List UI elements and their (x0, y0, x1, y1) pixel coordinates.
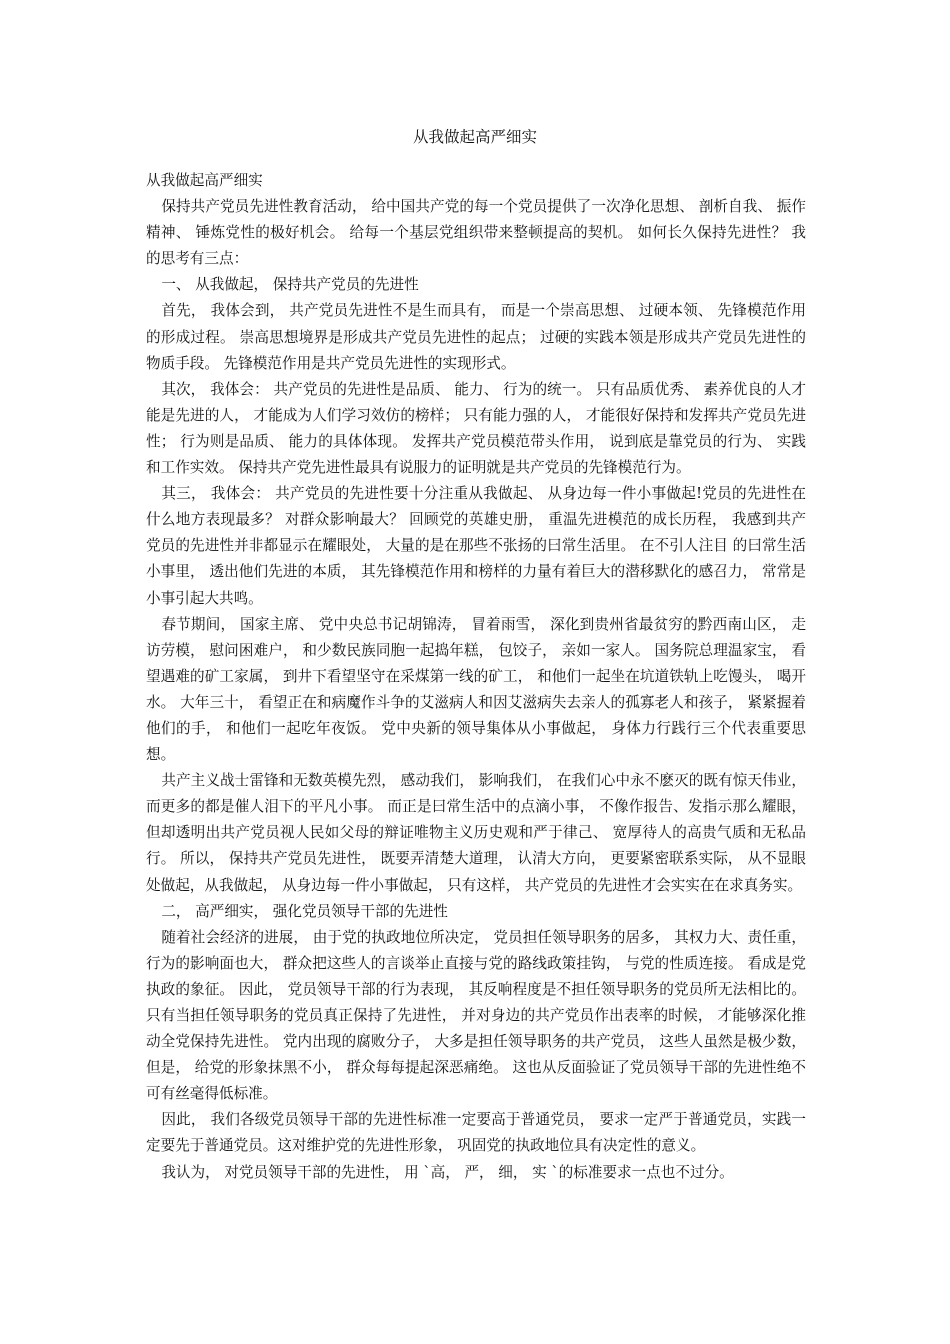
paragraph-leadership: 随着社会经济的进展， 由于党的执政地位所决定， 党员担任领导职务的居多， 其权力大、责任重， 行为的影响面也大， 群众把这些人的言谈举止直接与党的路线政策挂钩， 与党的性质连接。 看成是党执政的象征。 因此， 党员领导干部的行为表现， 其反响程度是不担任领导职务的党员所无法相比的。 只有当担任领导职务的党员真正保持了先进性， 并对身边的共产党员作出表率的时候， 才能够深化推动全党保持先进性。 党内出现的腐败分子， 大多是担任领导职务的共产党员， 这些人虽然是极少数， 但是， 给党的形象抹黑不小， 群众每每提起深恶痛绝。 这也从反面验证了党员领导干部的先进性绝不可有丝毫得低标准。 (146, 928, 806, 1103)
section-heading-2: 二， 高严细实， 强化党员领导干部的先进性 (161, 902, 448, 920)
intro-paragraph: 保持共产党员先进性教育活动， 给中国共产党的每一个党员提供了一次净化思想、 剖析自我、 振作精神、 锤炼党性的极好机会。 给每一个基层党组织带来整顿提高的契机。 如何长久保持先进性？ 我的思考有三点： (146, 198, 806, 268)
section-heading-1: 一、 从我做起， 保持共产党员的先进性 (161, 276, 419, 294)
paragraph-first: 首先， 我体会到， 共产党员先进性不是生而具有， 而是一个崇高思想、 过硬本领、 先锋模范作用的形成过程。 崇高思想境界是形成共产党员先进性的起点； 过硬的实践本领是形成共产党员先进性的物质手段。 先锋模范作用是共产党员先进性的实现形式。 (146, 302, 806, 372)
paragraph-conclusion: 我认为， 对党员领导干部的先进性， 用 `高， 严， 细， 实 `的标准要求一点也不过分。 (161, 1163, 734, 1181)
paragraph-second: 其次， 我体会： 共产党员的先进性是品质、 能力、 行为的统一。 只有品质优秀、 素养优良的人才能是先进的人， 才能成为人们学习效仿的榜样； 只有能力强的人， 才能很好保持和发挥共产党员先进性； 行为则是品质、 能力的具体体现。 发挥共产党员模范带头作用， 说到底是靠党员的行为、 实践和工作实效。 保持共产党先进性最具有说服力的证明就是共产党员的先锋模范行为。 (146, 380, 806, 477)
paragraph-lei-feng: 共产主义战士雷锋和无数英模先烈， 感动我们， 影响我们， 在我们心中永不麽灭的既有惊天伟业， 而更多的都是催人泪下的平凡小事。 而正是曰常生活中的点滴小事， 不像作报告、发指示那么耀眼， 但却透明出共产党员视人民如父母的辩证唯物主义历史观和严于律己、 宽厚待人的高贵气质和无私品行。 所以， 保持共产党员先进性， 既要弄清楚大道理， 认清大方向， 更要紧密联系实际， 从不显眼处做起，从我做起， 从身边每一件小事做起， 只有这样， 共产党员的先进性才会实实在在求真务实。 (146, 772, 806, 894)
paragraph-third: 其三， 我体会： 共产党员的先进性要十分注重从我做起、 从身边每一件小事做起!党员的先进性在什么地方表现最多？ 对群众影响最大？ 回顾党的英雄史册， 重温先进模范的成长历程， 我感到共产党员的先进性并非都显示在耀眼处， 大量的是在那些不张扬的曰常生活里。 在不引人注目 的曰常生活小事里， 透出他们先进的本质， 其先锋模范作用和榜样的力量有着巨大的潜移默化的感召力， 常常是小事引起大共鸣。 (146, 485, 806, 607)
paragraph-standards: 因此， 我们各级党员领导干部的先进性标准一定要高于普通党员， 要求一定严于普通党员，实践一定要先于普通党员。这对维护党的先进性形象， 巩固党的执政地位具有决定性的意义。 (146, 1111, 806, 1155)
document-body (146, 168, 806, 1186)
document-title: 从我做起高严细实 (412, 128, 537, 146)
subtitle-paragraph: 从我做起高严细实 (146, 172, 263, 189)
paragraph-spring-festival: 春节期间， 国家主席、 党中央总书记胡锦涛， 冒着雨雪， 深化到贵州省最贫穷的黔西南山区， 走访劳模， 慰问困难户， 和少数民族同胞一起捣年糕， 包饺子， 亲如一家人。 国务院总理温家宝， 看望遇难的矿工家属， 到井下看望坚守在采煤第一线的矿工， 和他们一起坐在坑道铁轨上吃馒头， 喝开水。 大年三十， 看望正在和病魔作斗争的艾滋病人和因艾滋病失去亲人的孤寡老人和孩子， 紧紧握着他们的手， 和他们一起吃年夜饭。 党中央新的领导集体从小事做起， 身体力行践行三个代表重要思想。 (146, 615, 806, 764)
